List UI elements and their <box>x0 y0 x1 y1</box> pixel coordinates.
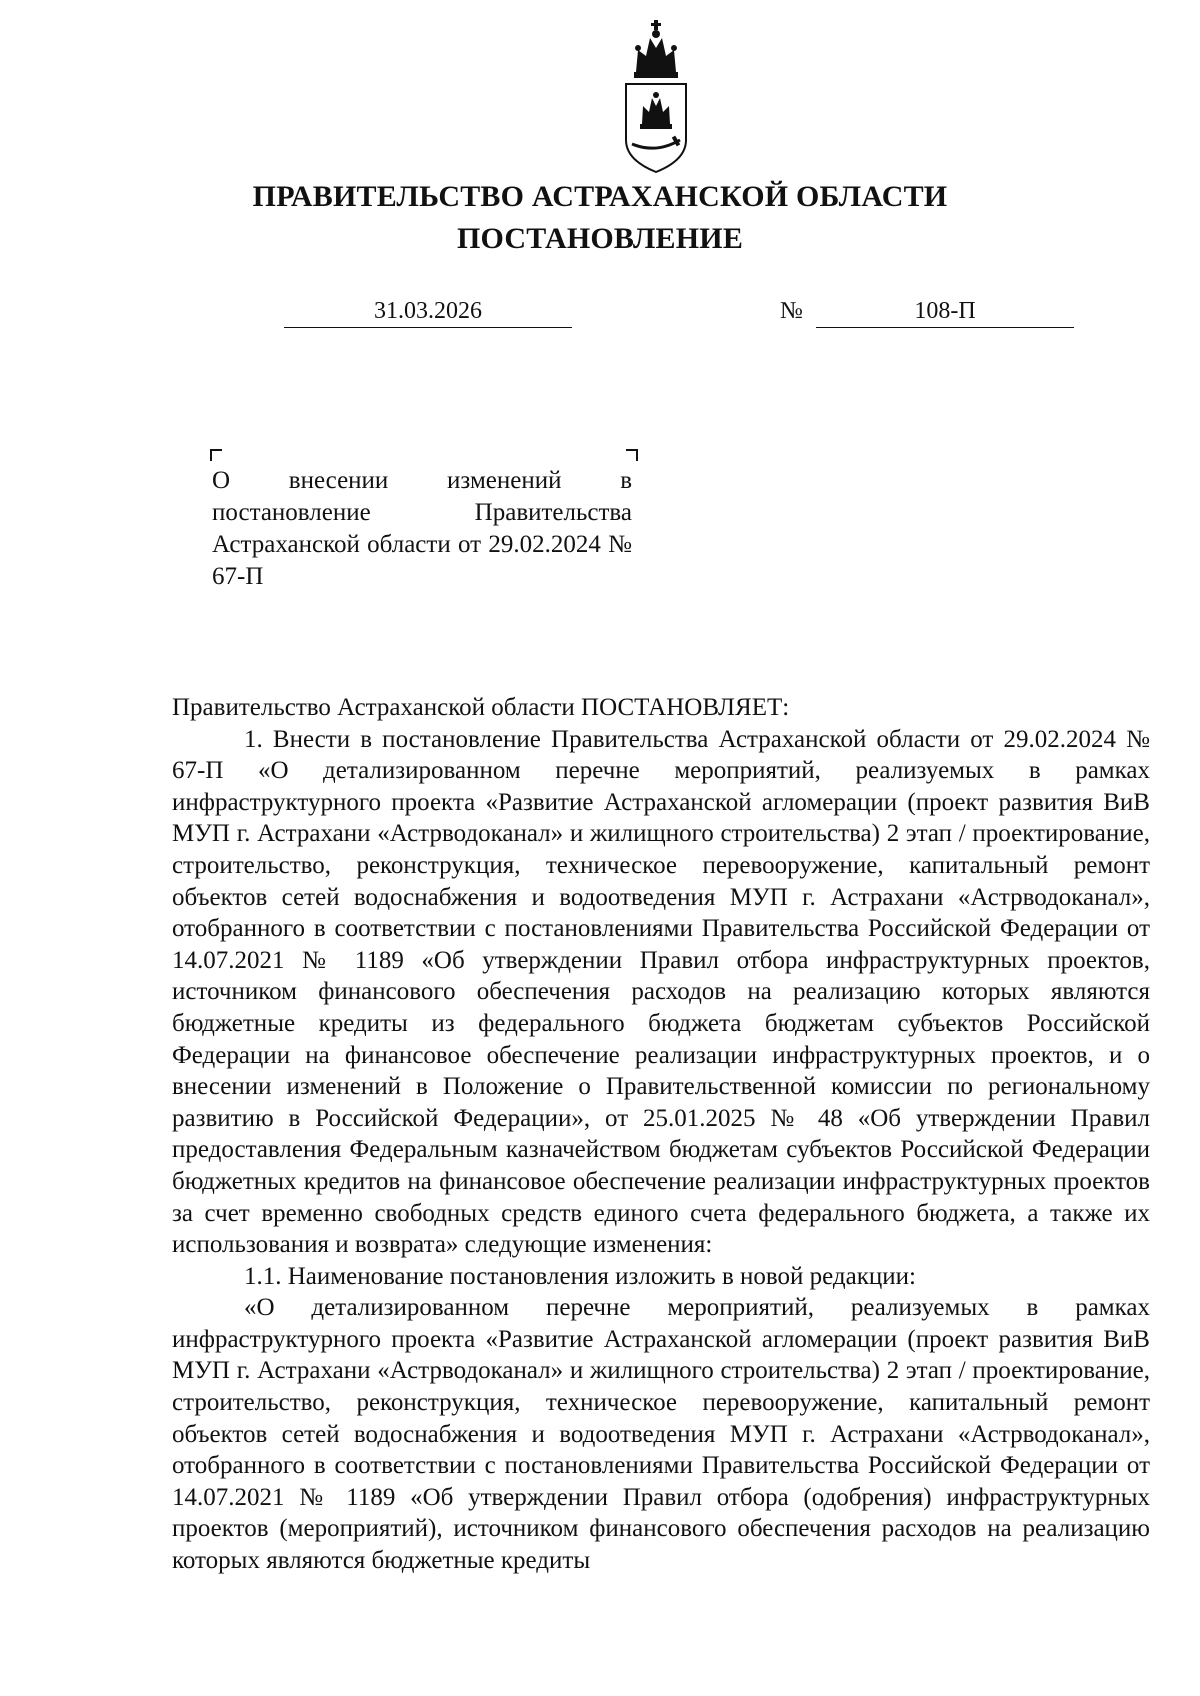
coat-of-arms-icon <box>616 20 696 176</box>
paragraph-quote: «О детализированном перечне мероприятий, реализуемых в рамках инфраструктурного проекта «Развитие Астраханской агломерации (проект развития ВиВ МУП г. Астрахани «Астрводоканал» и жилищного строительства) 2 этап / проектирование, строительство, реконструкция, техническое перевооружение, капитальный ремонт объектов сетей водоснабжения и водоотведения МУП г. Астрахани «Астрводоканал», отобранного в соответствии с постановлениями Правительства Российской Федерации от 14.07.2021 № 1189 «Об утверждении Правил отбора (одобрения) инфраструктурных проектов (мероприятий), источником финансового обеспечения расходов на реализацию которых являются бюджетные кредиты <box>172 1294 1150 1575</box>
organization-title: ПРАВИТЕЛЬСТВО АСТРАХАНСКОЙ ОБЛАСТИ <box>252 180 948 213</box>
preamble: Правительство Астраханской области ПОСТАНОВЛЯЕТ: <box>172 694 790 721</box>
paragraph-item-1-1: 1.1. Наименование постановления изложить в новой редакции: <box>244 1262 916 1290</box>
number-label: № <box>780 298 803 324</box>
document-type-title: ПОСТАНОВЛЕНИЕ <box>456 222 744 255</box>
subject-corner-left <box>210 449 222 461</box>
document-number: 108-П <box>816 298 1074 328</box>
paragraph-item-1: 1. Внести в постановление Правительства Астраханской области от 29.02.2024 № 67-П «О детализированном перечне мероприятий, реализуемых в рамках инфраструктурного проекта «Развитие Астраханской агломерации (проект развития ВиВ МУП г. Астрахани «Астрводоканал» и жилищного строительства) 2 этап / проектирование, строительство, реконструкция, техническое перевооружение, капитальный ремонт объектов сетей водоснабжения и водоотведения МУП г. Астрахани «Астрводоканал», отобранного в соответствии с постановлениями Правительства Российской Федерации от 14.07.2021 № 1189 «Об утверждении Правил отбора инфраструктурных проектов, источником финансового обеспечения расходов на реализацию которых являются бюджетные кредиты из федерального бюджета бюджетам субъектов Российской Федерации на финансовое обеспечение реализации инфраструктурных проектов, и о внесении изменений в Положение о Правительственной комиссии по региональному развитию в Российской Федерации», от 25.01.2025 № 48 «Об утверждении Правил предоставления Федеральным казначейством бюджетам субъектов Российской Федерации бюджетных кредитов на финансовое обеспечение реализации инфраструктурных проектов за счет временно свободных средств единого счета федерального бюджета, а также их использования и возврата» следующие изменения: <box>172 725 1150 1259</box>
document-subject: О внесении изменений в постановление Правительства Астраханской области от 29.02.2024 № 67-П <box>212 467 632 590</box>
document-body <box>172 692 1150 1577</box>
subject-corner-right <box>626 449 638 461</box>
document-date: 31.03.2026 <box>284 298 572 328</box>
